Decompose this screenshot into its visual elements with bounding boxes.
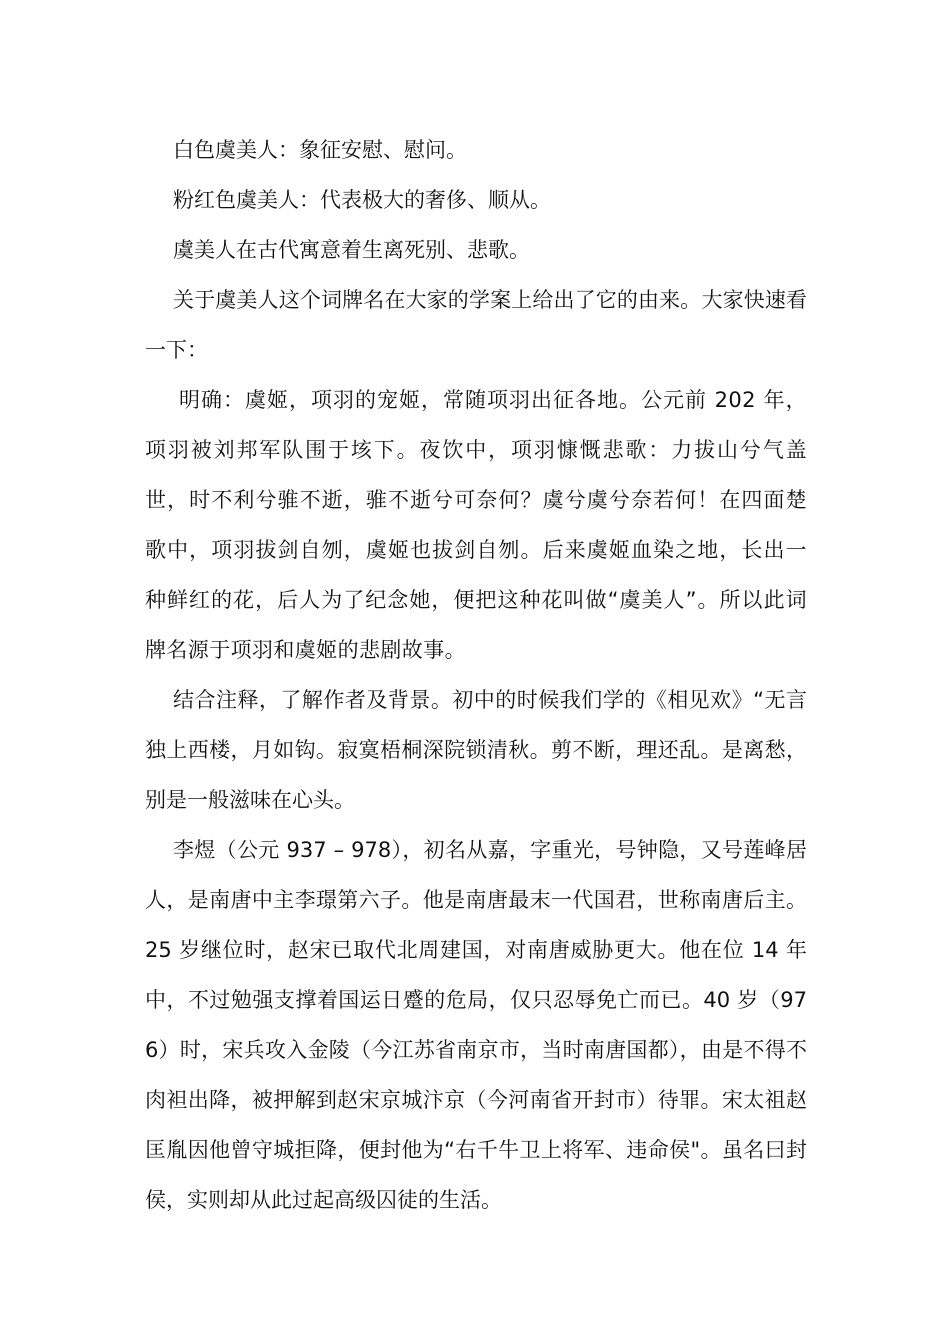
paragraph-ancient-meaning: 虞美人在古代寓意着生离死别、悲歌。 — [173, 238, 530, 262]
paragraph-pink-poppy: 粉红色虞美人：代表极大的奢侈、顺从。 — [173, 188, 551, 212]
paragraph-author-background: 结合注释，了解作者及背景。初中的时候我们学的《相见欢》“无言独上西楼，月如钩。寂寞梧桐深院锁清秋。剪不断，理还乱。是离愁，别是一般滋味在心头。 — [145, 688, 807, 812]
paragraph-yuji-story: 明确：虞姬，项羽的宠姬，常随项羽出征各地。公元前 202 年，项羽被刘邦军队围于垓下。夜饮中，项羽慷慨悲歌：力拔山兮气盖世，时不利兮骓不逝，骓不逝兮可奈何？虞兮虞兮奈若何！在四面楚歌中，项羽拔剑自刎，虞姬也拔剑自刎。后来虞姬血染之地，长出一种鲜红的花，后人为了纪念她，便把这种花叫做“虞美人”。所以此词牌名源于项羽和虞姬的悲剧故事。 — [145, 388, 807, 662]
paragraph-li-yu-biography: 李煜（公元 937 – 978），初名从嘉，字重光，号钟隐，又号莲峰居人，是南唐中主李璟第六子。他是南唐最末一代国君，世称南唐后主。25 岁继位时，赵宋已取代北周建国，对南唐威胁更大。他在位 14 年中，不过勉强支撑着国运日蹙的危局，仅只忍辱免亡而已。40 岁（976）时，宋兵攻入金陵（今江苏省南京市，当时南唐国都），由是不得不肉袒出降，被押解到赵宋京城汴京（今河南省开封市）待罪。宋太祖赵匡胤因他曾守城拒降，便封他为“右千牛卫上将军、违命侯"。虽名曰封侯，实则却从此过起高级囚徒的生活。 — [145, 838, 807, 1212]
paragraph-white-poppy: 白色虞美人：象征安慰、慰问。 — [173, 138, 467, 162]
paragraph-cipai-origin-intro: 关于虞美人这个词牌名在大家的学案上给出了它的由来。大家快速看一下： — [145, 288, 807, 362]
document-body — [145, 125, 807, 1225]
